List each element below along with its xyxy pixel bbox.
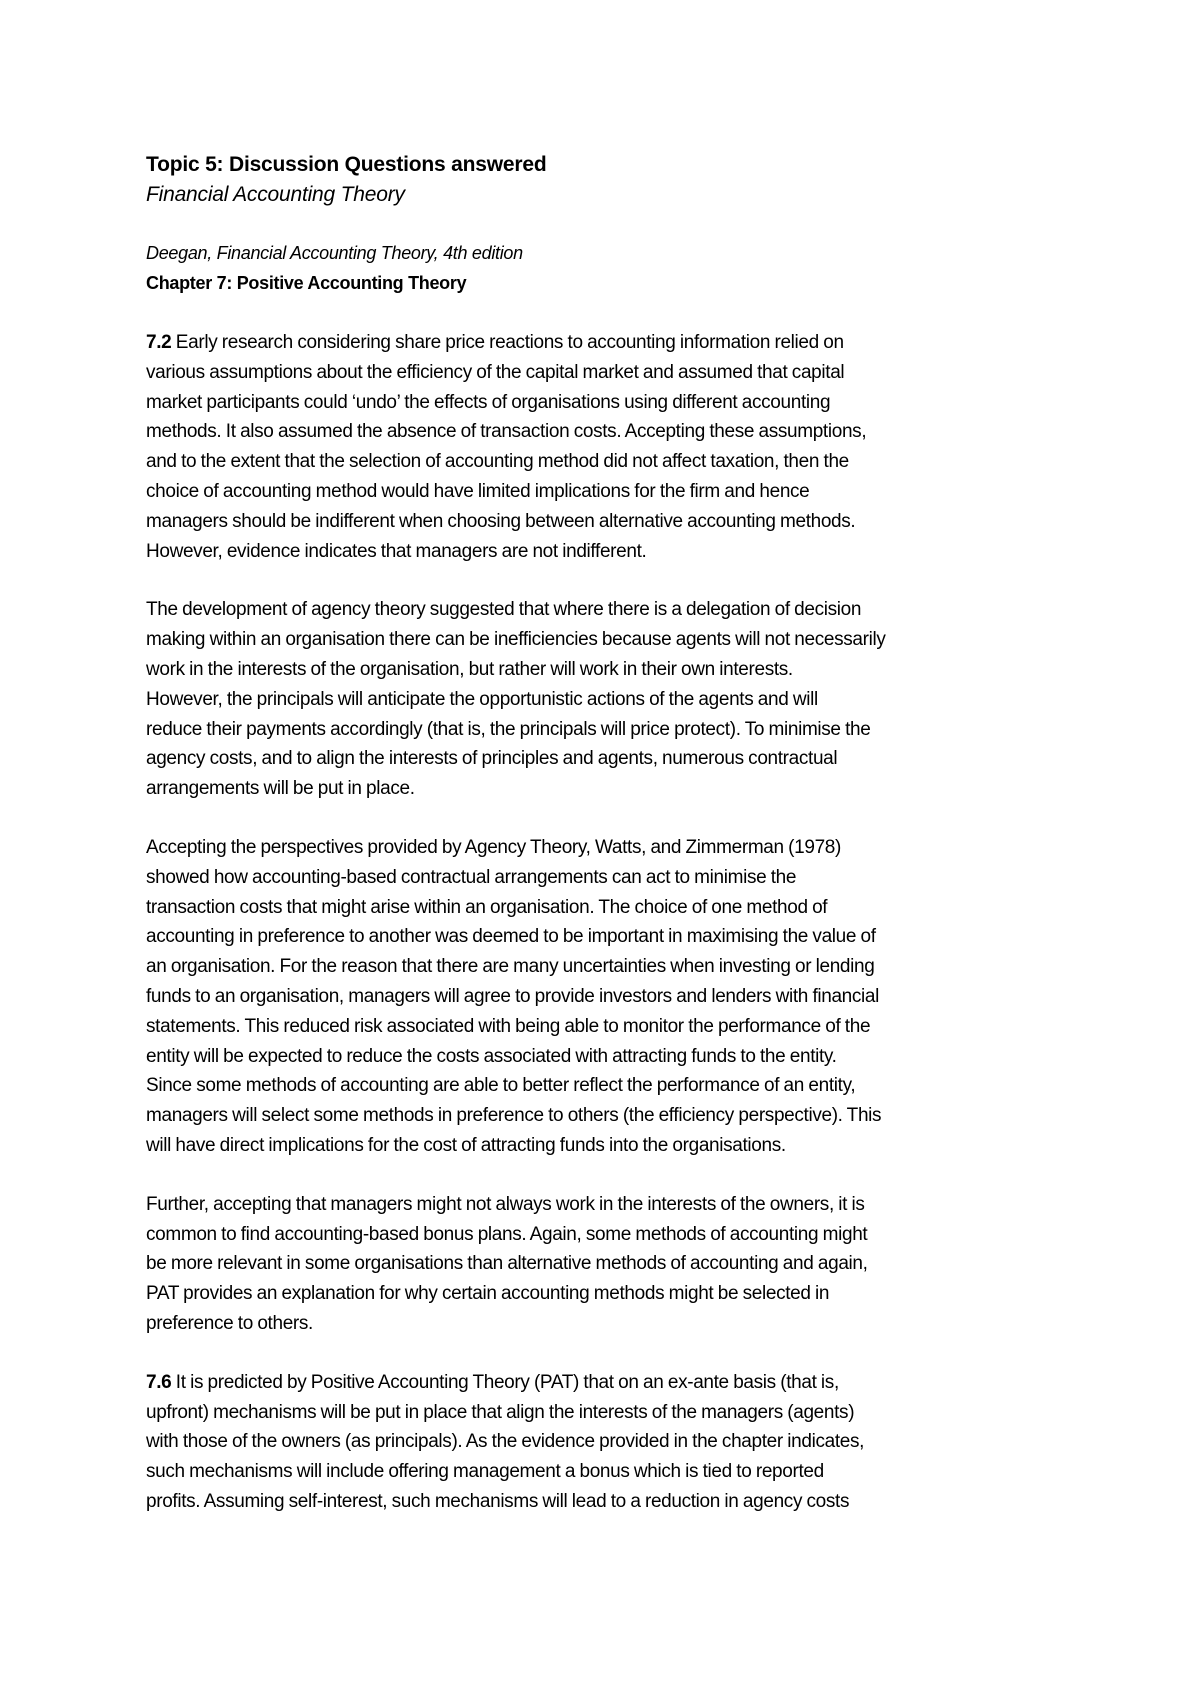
line-text: It is predicted by Positive Accounting Theory (PAT) that on an ex-ante basis (that is, bbox=[171, 1371, 839, 1393]
paragraph-line bbox=[146, 1427, 1066, 1457]
paragraph-line bbox=[146, 863, 1066, 893]
paragraph-line bbox=[146, 893, 1066, 923]
paragraph-line bbox=[146, 952, 1066, 982]
line-text: The development of agency theory suggested that where there is a delegation of decision bbox=[146, 599, 862, 621]
line-text: Since some methods of accounting are able to better reflect the performance of an entity, bbox=[146, 1075, 856, 1097]
paragraph-line bbox=[146, 655, 1066, 685]
paragraph-line bbox=[146, 1457, 1066, 1487]
line-text: arrangements will be put in place. bbox=[146, 778, 415, 800]
line-text: PAT provides an explanation for why certain accounting methods might be selected in bbox=[146, 1283, 830, 1305]
line-text: agency costs, and to align the interests of principles and agents, numerous contractual bbox=[146, 748, 838, 770]
line-text: Early research considering share price reactions to accounting information relied on bbox=[171, 332, 844, 353]
line-text: methods. It also assumed the absence of transaction costs. Accepting these assumptions, bbox=[146, 421, 867, 443]
line-text: will have direct implications for the cost of attracting funds into the organisations. bbox=[146, 1134, 786, 1156]
paragraph-line bbox=[146, 1279, 1066, 1309]
paragraph-line bbox=[146, 447, 1066, 477]
line-text: choice of accounting method would have limited implications for the firm and hence bbox=[146, 480, 810, 502]
paragraph-line bbox=[146, 328, 1066, 358]
line-text: Further, accepting that managers might not always work in the interests of the owners, it is bbox=[146, 1193, 865, 1215]
answer-paragraph bbox=[146, 1368, 1066, 1517]
paragraph-line bbox=[146, 833, 1066, 863]
paragraph-line bbox=[146, 388, 1066, 418]
textbook-reference: Deegan, Financial Accounting Theory, 4th edition bbox=[146, 243, 523, 263]
line-text: managers will select some methods in preference to others (the efficiency perspective). This bbox=[146, 1105, 882, 1127]
paragraph-line bbox=[146, 1487, 1066, 1517]
line-text: with those of the owners (as principals). As the evidence provided in the chapter indicates, bbox=[146, 1431, 865, 1453]
paragraph-line bbox=[146, 358, 1066, 388]
document-title: Topic 5: Discussion Questions answered bbox=[146, 153, 547, 176]
line-text: and to the extent that the selection of accounting method did not affect taxation, then the bbox=[146, 451, 849, 473]
paragraph-line bbox=[146, 1042, 1066, 1072]
line-text: making within an organisation there can be inefficiencies because agents will not necessarily bbox=[146, 629, 886, 651]
paragraph-line bbox=[146, 477, 1066, 507]
paragraph-line bbox=[146, 922, 1066, 952]
answer-paragraph bbox=[146, 833, 1066, 1161]
document-subtitle: Financial Accounting Theory bbox=[146, 183, 405, 206]
line-text: Accepting the perspectives provided by Agency Theory, Watts, and Zimmerman (1978) bbox=[146, 836, 841, 858]
answer-body bbox=[146, 328, 1066, 1517]
paragraph-line bbox=[146, 715, 1066, 745]
line-text: upfront) mechanisms will be put in place that align the interests of the managers (agents) bbox=[146, 1401, 855, 1423]
line-text: managers should be indifferent when choosing between alternative accounting methods. bbox=[146, 510, 856, 532]
line-text: transaction costs that might arise within an organisation. The choice of one method of bbox=[146, 896, 828, 918]
paragraph-line bbox=[146, 595, 1066, 625]
paragraph-line bbox=[146, 417, 1066, 447]
paragraph-line bbox=[146, 625, 1066, 655]
line-text: various assumptions about the efficiency of the capital market and assumed that capital bbox=[146, 361, 845, 383]
paragraph-line bbox=[146, 1012, 1066, 1042]
paragraph-line bbox=[146, 1131, 1066, 1161]
paragraph-line bbox=[146, 1220, 1066, 1250]
paragraph-line bbox=[146, 685, 1066, 715]
line-text: reduce their payments accordingly (that is, the principals will price protect). To minimise the bbox=[146, 718, 871, 740]
line-text: common to find accounting-based bonus plans. Again, some methods of accounting might bbox=[146, 1223, 868, 1245]
answer-paragraph bbox=[146, 595, 1066, 804]
answer-paragraph bbox=[146, 1190, 1066, 1339]
line-text: market participants could ‘undo’ the effects of organisations using different accounting bbox=[146, 391, 831, 413]
line-text: an organisation. For the reason that there are many uncertainties when investing or lending bbox=[146, 956, 875, 978]
paragraph-line bbox=[146, 1309, 1066, 1339]
line-text: work in the interests of the organisation, but rather will work in their own interests. bbox=[146, 658, 793, 680]
paragraph-line bbox=[146, 774, 1066, 804]
chapter-heading: Chapter 7: Positive Accounting Theory bbox=[146, 273, 467, 293]
paragraph-line bbox=[146, 1249, 1066, 1279]
document-page bbox=[146, 150, 1066, 1546]
line-text: be more relevant in some organisations than alternative methods of accounting and again, bbox=[146, 1253, 868, 1275]
paragraph-line bbox=[146, 1368, 1066, 1398]
paragraph-line bbox=[146, 537, 1066, 567]
line-text: funds to an organisation, managers will agree to provide investors and lenders with financial bbox=[146, 985, 880, 1007]
line-text: entity will be expected to reduce the costs associated with attracting funds to the entity. bbox=[146, 1045, 837, 1067]
line-text: accounting in preference to another was deemed to be important in maximising the value of bbox=[146, 926, 876, 948]
paragraph-line bbox=[146, 1101, 1066, 1131]
paragraph-line bbox=[146, 1071, 1066, 1101]
paragraph-line bbox=[146, 1190, 1066, 1220]
question-number: 7.2 bbox=[146, 332, 172, 353]
question-number: 7.6 bbox=[146, 1371, 172, 1393]
line-text: profits. Assuming self-interest, such mechanisms will lead to a reduction in agency costs bbox=[146, 1490, 850, 1512]
paragraph-line bbox=[146, 982, 1066, 1012]
line-text: such mechanisms will include offering management a bonus which is tied to reported bbox=[146, 1461, 824, 1483]
line-text: statements. This reduced risk associated with being able to monitor the performance of the bbox=[146, 1015, 871, 1037]
paragraph-line bbox=[146, 507, 1066, 537]
paragraph-line bbox=[146, 744, 1066, 774]
paragraph-line bbox=[146, 1398, 1066, 1428]
line-text: However, the principals will anticipate the opportunistic actions of the agents and will bbox=[146, 688, 818, 710]
line-text: showed how accounting-based contractual arrangements can act to minimise the bbox=[146, 866, 797, 888]
line-text: However, evidence indicates that managers are not indifferent. bbox=[146, 540, 647, 562]
answer-paragraph bbox=[146, 328, 1066, 566]
line-text: preference to others. bbox=[146, 1312, 313, 1334]
